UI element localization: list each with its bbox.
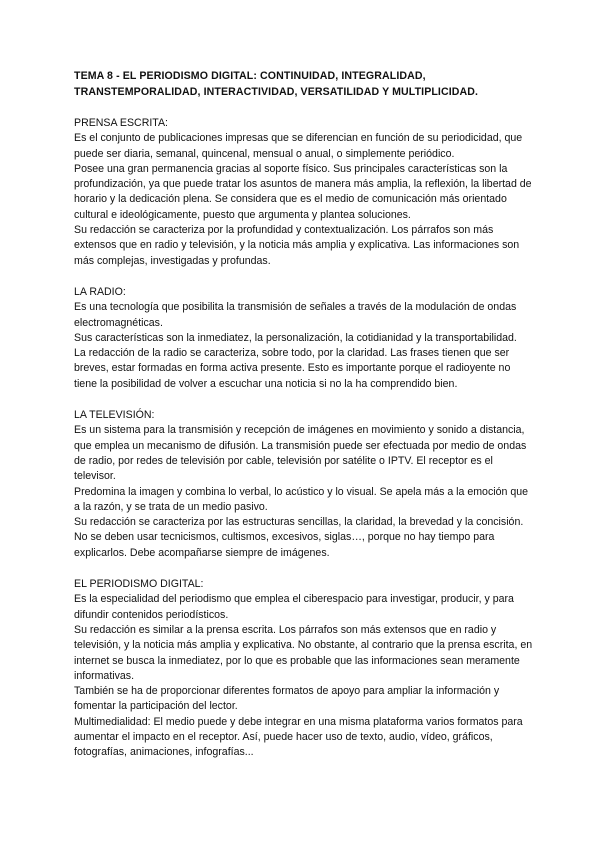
section-prensa-escrita	[74, 116, 534, 269]
section-heading: PRENSA ESCRITA:	[74, 117, 168, 129]
section-la-radio	[74, 285, 534, 392]
section-heading: LA TELEVISIÓN:	[74, 409, 155, 422]
paragraph: Multimedialidad: El medio puede y debe integrar en una misma plataforma varios formatos para aumentar el impacto en el receptor. Así, puede hacer uso de texto, audio, vídeo, gráficos, fotografías, animaciones, infografías...	[74, 715, 523, 759]
document-title: TEMA 8 - EL PERIODISMO DIGITAL: CONTINUIDAD, INTEGRALIDAD, TRANSTEMPORALIDAD, INTERACTIVIDAD, VERSATILIDAD Y MULTIPLICIDAD.	[74, 70, 479, 98]
paragraph: Es la especialidad del periodismo que emplea el ciberespacio para investigar, producir, y para difundir contenidos periodísticos.	[74, 593, 514, 621]
paragraph: Es un sistema para la transmisión y recepción de imágenes en movimiento y sonido a distancia, que emplea un mecanismo de difusión. La transmisión puede ser efectuada por medio de ondas de radio, por redes de televisión por cable, televisión por satélite o IPTV. El receptor es el televisor.	[74, 424, 527, 483]
paragraph: Predomina la imagen y combina lo verbal, lo acústico y lo visual. Se apela más a la emoción que a la razón, y se trata de un medio pasivo.	[74, 485, 529, 513]
paragraph: Es el conjunto de publicaciones impresas que se diferencian en función de su periodicidad, que puede ser diaria, semanal, quincenal, mensual o anual, o simplemente periódico.	[74, 132, 523, 160]
paragraph: Sus características son la inmediatez, la personalización, la cotidianidad y la transportabilidad.	[74, 331, 517, 344]
document-page	[74, 68, 534, 777]
section-heading: LA RADIO:	[74, 285, 126, 298]
section-periodismo-digital	[74, 577, 534, 761]
section-heading: EL PERIODISMO DIGITAL:	[74, 578, 204, 591]
paragraph: La redacción de la radio se caracteriza, sobre todo, por la claridad. Las frases tienen que ser breves, estar formadas en forma activa presente. Esto es importante porque el radioyente no tiene la posibilidad de volver a escuchar una noticia si no la ha comprendido bien.	[74, 347, 511, 390]
paragraph: Su redacción es similar a la prensa escrita. Los párrafos son más extensos que en radio y televisión, y la noticia más amplia y explicativa. No obstante, al contrario que la prensa escrita, en internet se busca la inmediatez, por lo que es probable que las informaciones sean meramente informativas.	[74, 623, 533, 682]
paragraph: Su redacción se caracteriza por las estructuras sencillas, la claridad, la brevedad y la concisión. No se deben usar tecnicismos, cultismos, excesivos, siglas…, porque no hay tiempo para explicarlos. Debe acompañarse siempre de imágenes.	[74, 516, 524, 559]
section-la-television	[74, 408, 534, 561]
paragraph: Posee una gran permanencia gracias al soporte físico. Sus principales características son la profundización, ya que puede tratar los asuntos de manera más amplia, la reflexión, la libertad de horario y la dedicación plena. Se considera que es el medio de comunicación más orientado cultural e ideológicamente, puesto que argumenta y plantea soluciones.	[74, 162, 532, 221]
paragraph: Es una tecnología que posibilita la transmisión de señales a través de la modulación de ondas electromagnéticas.	[74, 301, 517, 329]
paragraph: Su redacción se caracteriza por la profundidad y contextualización. Los párrafos son más extensos que en radio y televisión, y la noticia más amplia y explicativa. Las informaciones son más complejas, investigadas y profundas.	[74, 224, 520, 267]
paragraph: También se ha de proporcionar diferentes formatos de apoyo para ampliar la información y fomentar la participación del lector.	[74, 685, 500, 713]
